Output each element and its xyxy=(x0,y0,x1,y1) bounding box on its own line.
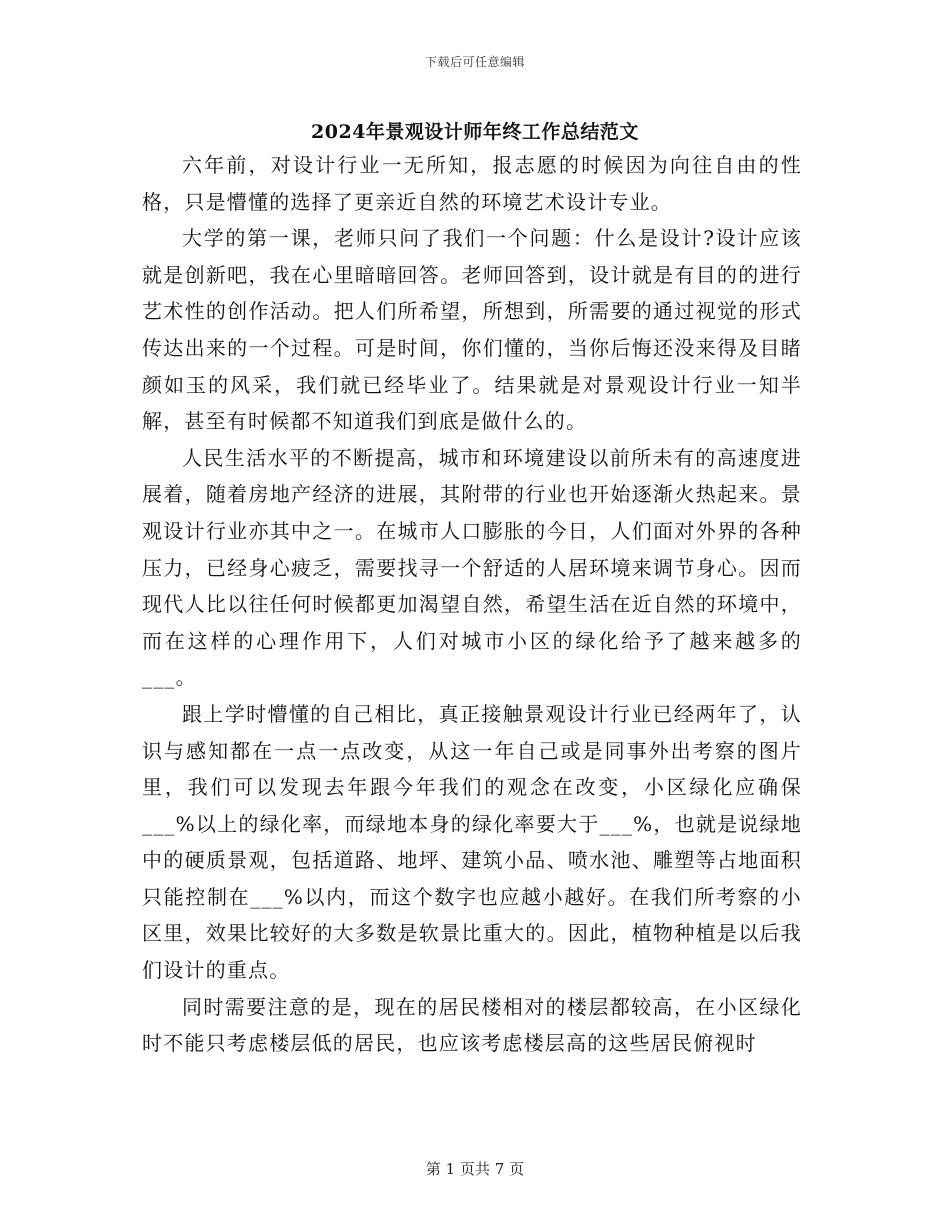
document-title: 2024年景观设计师年终工作总结范文 xyxy=(311,121,639,143)
header-note: 下载后可任意编辑 xyxy=(424,55,525,69)
page-number: 第 1 页共 7 页 xyxy=(425,1160,525,1178)
paragraph: 人民生活水平的不断提高，城市和环境建设以前所未有的高速度进展着，随着房地产经济的进展，其附带的行业也开始逐渐火热起来。景观设计行业亦其中之一。在城市人口膨胀的今日，人们面对外界的各种压力，已经身心疲乏，需要找寻一个舒适的人居环境来调节身心。因而现代人比以往任何时候都更加渴望自然，希望生活在近自然的环境中，而在这样的心理作用下，人们对城市小区的绿化给予了越来越多的___。 xyxy=(142,445,802,690)
paragraph: 六年前，对设计行业一无所知，报志愿的时候因为向往自由的性格，只是懵懂的选择了更亲近自然的环境艺术设计专业。 xyxy=(142,153,802,214)
paragraph: 跟上学时懵懂的自己相比，真正接触景观设计行业已经两年了，认识与感知都在一点一点改变，从这一年自己或是同事外出考察的图片里，我们可以发现去年跟今年我们的观念在改变，小区绿化应确保___%以上的绿化率，而绿地本身的绿化率要大于___%，也就是说绿地中的硬质景观，包括道路、地坪、建筑小品、喷水池、雕塑等占地面积只能控制在___%以内，而这个数字也应越小越好。在我们所考察的小区里，效果比较好的大多数是软景比重大的。因此，植物种植是以后我们设计的重点。 xyxy=(142,701,802,983)
paragraph: 同时需要注意的是，现在的居民楼相对的楼层都较高，在小区绿化时不能只考虑楼层低的居民，也应该考虑楼层高的这些居民俯视时 xyxy=(142,994,802,1056)
paragraph: 大学的第一课，老师只问了我们一个问题：什么是设计?设计应该就是创新吧，我在心里暗暗回答。老师回答到，设计就是有目的的进行艺术性的创作活动。把人们所希望，所想到，所需要的通过视觉的形式传达出来的一个过程。可是时间，你们懂的，当你后悔还没来得及目睹颜如玉的风采，我们就已经毕业了。结果就是对景观设计行业一知半解，甚至有时候都不知道我们到底是做什么的。 xyxy=(142,226,802,434)
document-body xyxy=(142,147,802,1062)
